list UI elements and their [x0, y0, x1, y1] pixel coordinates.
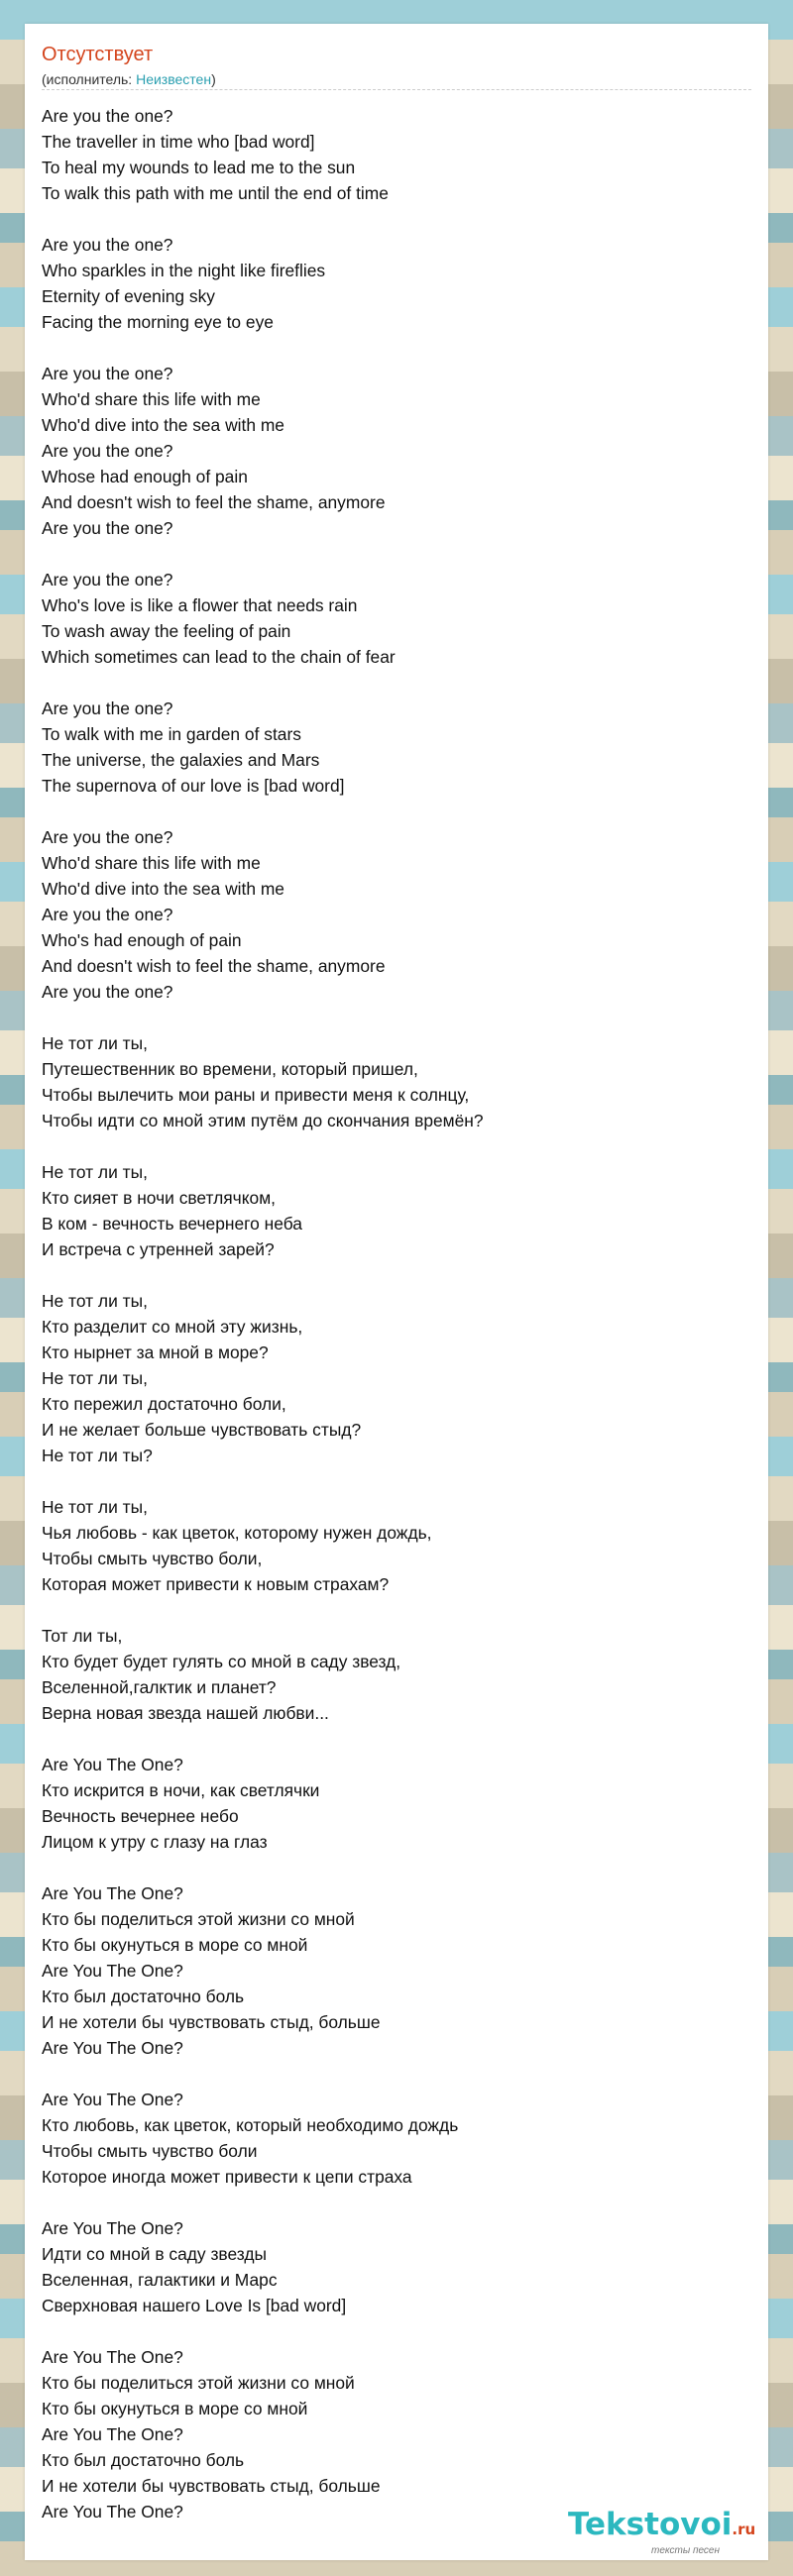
lyric-line: Are You The One?: [42, 2502, 183, 2522]
stanza: [42, 1880, 755, 2061]
stanza: [42, 361, 755, 541]
lyric-line: Сверхновая нашего Love Is [bad word]: [42, 2296, 347, 2315]
lyric-line: To walk with me in garden of stars: [42, 724, 301, 744]
artist-link[interactable]: Неизвестен: [136, 71, 212, 87]
lyric-line: Who'd share this life with me: [42, 389, 261, 409]
artist-prefix: (исполнитель:: [42, 71, 137, 87]
lyric-line: Are You The One?: [42, 1961, 183, 1981]
divider: [42, 89, 751, 90]
lyric-line: Who'd share this life with me: [42, 853, 261, 873]
lyric-line: Are you the one?: [42, 106, 173, 126]
lyric-line: Are You The One?: [42, 2218, 183, 2238]
lyric-line: Не тот ли ты,: [42, 1368, 148, 1388]
lyrics-card: [25, 24, 768, 2560]
stanza: [42, 1288, 755, 1468]
site-logo[interactable]: [568, 2507, 776, 2556]
lyric-line: Eternity of evening sky: [42, 286, 215, 306]
lyric-line: Are You The One?: [42, 2424, 183, 2444]
lyric-line: Are You The One?: [42, 1755, 183, 1774]
stanza: [42, 1623, 755, 1726]
stanza: [42, 1159, 755, 1262]
lyric-line: Are you the one?: [42, 982, 173, 1002]
stanza: [42, 1494, 755, 1597]
lyric-line: Чтобы смыть чувство боли: [42, 2141, 258, 2161]
lyric-line: Who's had enough of pain: [42, 930, 242, 950]
lyric-line: Facing the morning eye to eye: [42, 312, 274, 332]
lyric-line: Кто будет будет гулять со мной в саду звезд,: [42, 1652, 401, 1671]
stanza: [42, 696, 755, 799]
lyric-line: Чтобы идти со мной этим путём до скончания времён?: [42, 1111, 484, 1130]
lyric-line: Кто искрится в ночи, как светлячки: [42, 1780, 320, 1800]
lyric-line: To heal my wounds to lead me to the sun: [42, 158, 356, 177]
lyric-line: Are you the one?: [42, 518, 173, 538]
lyric-line: Вселенная, галактики и Марс: [42, 2270, 278, 2290]
lyric-line: The traveller in time who [bad word]: [42, 132, 315, 152]
lyric-line: Кто был достаточно боль: [42, 1986, 245, 2006]
stanza: [42, 1752, 755, 1855]
artist-suffix: ): [211, 71, 216, 87]
lyric-line: Не тот ли ты?: [42, 1446, 153, 1465]
lyric-line: Не тот ли ты,: [42, 1162, 148, 1182]
lyric-line: The supernova of our love is [bad word]: [42, 776, 345, 796]
lyric-line: Не тот ли ты,: [42, 1291, 148, 1311]
lyric-line: Are you the one?: [42, 235, 173, 255]
lyric-line: Кто сияет в ночи светлячком,: [42, 1188, 276, 1208]
lyrics-text: [42, 103, 755, 2550]
lyric-line: Who'd dive into the sea with me: [42, 879, 284, 899]
lyric-line: Которая может привести к новым страхам?: [42, 1574, 390, 1594]
logo-wordmark: [568, 2507, 776, 2542]
lyric-line: Идти со мной в саду звезды: [42, 2244, 267, 2264]
lyric-line: Are you the one?: [42, 827, 173, 847]
lyric-line: Are you the one?: [42, 570, 173, 590]
lyric-line: Who's love is like a flower that needs rain: [42, 595, 358, 615]
lyric-line: В ком - вечность вечернего неба: [42, 1214, 302, 1234]
stanza: [42, 2344, 755, 2524]
logo-subtitle: тексты песен: [651, 2545, 720, 2556]
lyric-line: Кто разделит со мной эту жизнь,: [42, 1317, 303, 1337]
logo-domain: .ru: [732, 2521, 756, 2538]
lyric-line: Не тот ли ты,: [42, 1033, 148, 1053]
lyric-line: Which sometimes can lead to the chain of fear: [42, 647, 396, 667]
lyric-line: Верна новая звезда нашей любви...: [42, 1703, 329, 1723]
logo-word: Tekstovoi: [568, 2507, 733, 2542]
lyric-line: Are you the one?: [42, 698, 173, 718]
lyric-line: Чтобы смыть чувство боли,: [42, 1549, 263, 1568]
stanza: [42, 103, 755, 206]
stanza: [42, 1030, 755, 1133]
lyric-line: To wash away the feeling of pain: [42, 621, 291, 641]
lyric-line: И встреча с утренней зарей?: [42, 1239, 275, 1259]
lyric-line: Которое иногда может привести к цепи страха: [42, 2167, 412, 2187]
lyric-line: Кто нырнет за мной в море?: [42, 1342, 269, 1362]
lyric-line: Не тот ли ты,: [42, 1497, 148, 1517]
lyric-line: Who'd dive into the sea with me: [42, 415, 284, 435]
lyric-line: Are you the one?: [42, 905, 173, 924]
lyric-line: And doesn't wish to feel the shame, anymore: [42, 956, 386, 976]
lyric-line: The universe, the galaxies and Mars: [42, 750, 320, 770]
lyric-line: Кто бы окунуться в море со мной: [42, 1935, 308, 1955]
lyric-line: И не хотели бы чувствовать стыд, больше: [42, 2476, 381, 2496]
lyric-line: Кто был достаточно боль: [42, 2450, 245, 2470]
lyric-line: Вечность вечернее небо: [42, 1806, 239, 1826]
lyric-line: Чья любовь - как цветок, которому нужен дождь,: [42, 1523, 432, 1543]
artist-line: [42, 71, 216, 87]
lyric-line: Вселенной,галктик и планет?: [42, 1677, 277, 1697]
lyric-line: Кто любовь, как цветок, который необходимо дождь: [42, 2115, 459, 2135]
stanza: [42, 567, 755, 670]
lyric-line: Who sparkles in the night like fireflies: [42, 261, 326, 280]
lyric-line: И не желает больше чувствовать стыд?: [42, 1420, 362, 1440]
lyric-line: Whose had enough of pain: [42, 467, 248, 486]
lyric-line: Тот ли ты,: [42, 1626, 123, 1646]
lyric-line: Are You The One?: [42, 2038, 183, 2058]
lyric-line: To walk this path with me until the end of time: [42, 183, 389, 203]
lyric-line: Are you the one?: [42, 364, 173, 383]
song-title: Отсутствует: [42, 44, 154, 65]
lyric-line: Are You The One?: [42, 2347, 183, 2367]
lyric-line: Are You The One?: [42, 1883, 183, 1903]
lyric-line: Путешественник во времени, который пришел,: [42, 1059, 418, 1079]
lyric-line: Are You The One?: [42, 2090, 183, 2109]
lyric-line: Кто бы окунуться в море со мной: [42, 2399, 308, 2418]
lyric-line: Кто бы поделиться этой жизни со мной: [42, 1909, 355, 1929]
stanza: [42, 824, 755, 1005]
stanza: [42, 2087, 755, 2190]
stanza: [42, 2215, 755, 2318]
lyric-line: Чтобы вылечить мои раны и привести меня к солнцу,: [42, 1085, 470, 1105]
lyric-line: И не хотели бы чувствовать стыд, больше: [42, 2012, 381, 2032]
stanza: [42, 232, 755, 335]
lyric-line: Кто пережил достаточно боли,: [42, 1394, 286, 1414]
lyric-line: Лицом к утру с глазу на глаз: [42, 1832, 268, 1852]
lyric-line: And doesn't wish to feel the shame, anymore: [42, 492, 386, 512]
lyric-line: Кто бы поделиться этой жизни со мной: [42, 2373, 355, 2393]
lyric-line: Are you the one?: [42, 441, 173, 461]
